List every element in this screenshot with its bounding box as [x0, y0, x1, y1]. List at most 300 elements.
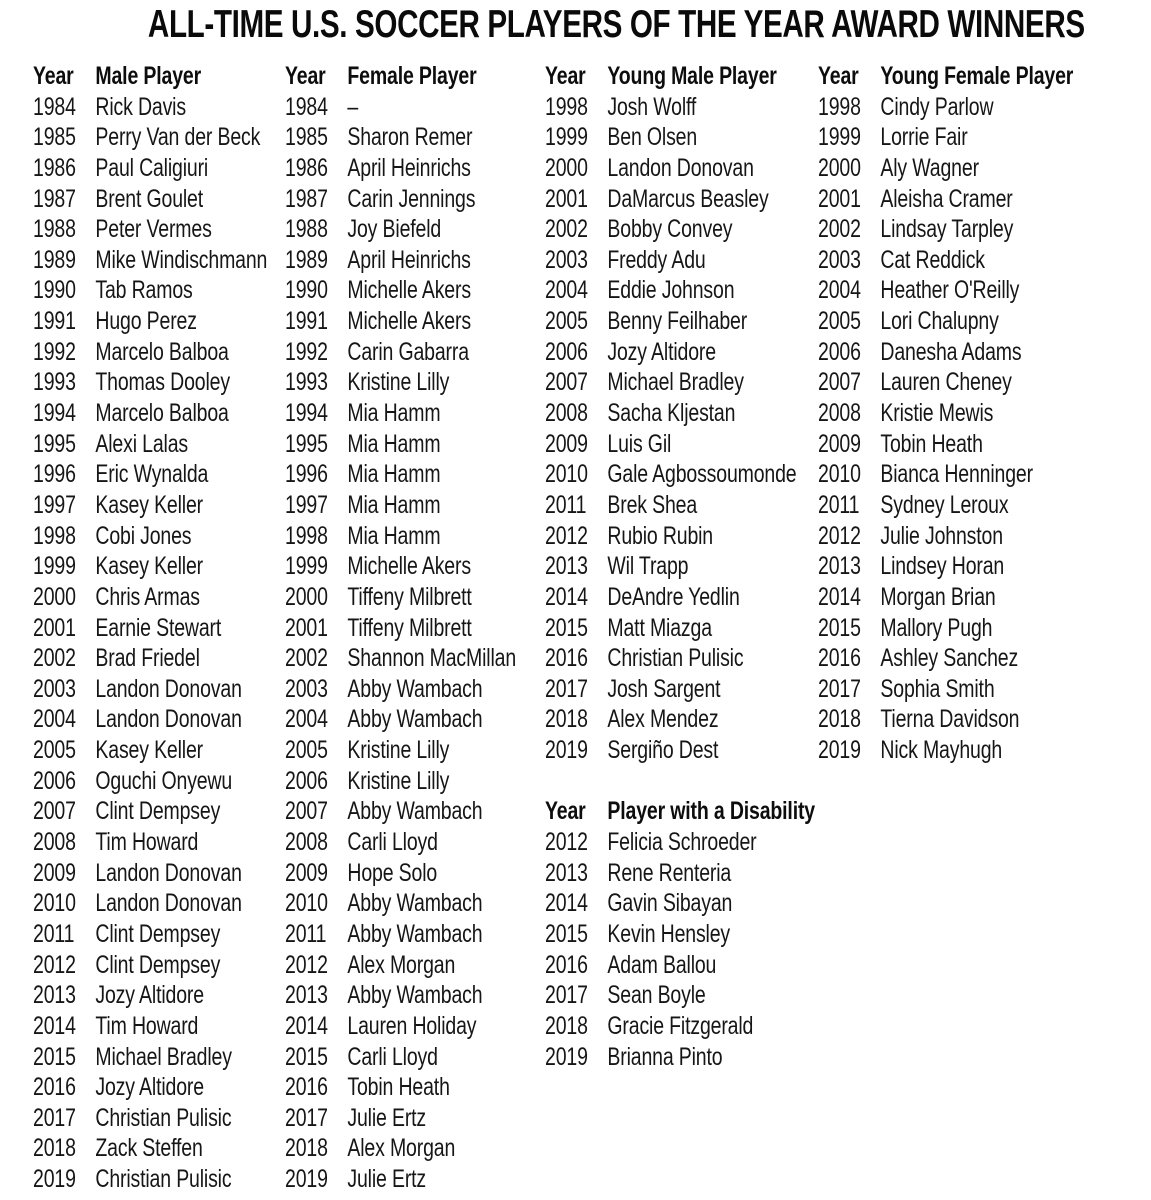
table-row — [818, 337, 1073, 368]
table-row — [545, 245, 815, 276]
table-row — [285, 858, 516, 889]
player-cell: Clint Dempsey — [95, 797, 221, 826]
column-header-row — [285, 61, 516, 92]
player-cell: Gavin Sibayan — [607, 889, 733, 918]
player-cell: Michelle Akers — [347, 552, 471, 581]
year-header: Year — [818, 62, 859, 90]
year-cell: 2019 — [545, 736, 588, 765]
year-cell: 2010 — [818, 460, 861, 489]
table-row — [33, 275, 267, 306]
player-cell: Cobi Jones — [95, 521, 192, 550]
column-header-row — [33, 61, 267, 92]
year-cell: 2009 — [285, 858, 328, 887]
year-cell: 2014 — [818, 582, 861, 611]
table-row — [285, 919, 516, 950]
table-row — [33, 214, 267, 245]
player-cell: Rick Davis — [95, 92, 186, 121]
table-row — [33, 643, 267, 674]
year-cell: 2005 — [33, 736, 76, 765]
player-cell: Jozy Altidore — [607, 337, 716, 366]
player-cell: Danesha Adams — [880, 337, 1022, 366]
table-row — [285, 1011, 516, 1042]
year-cell: 2013 — [285, 981, 328, 1010]
table-row — [818, 674, 1073, 705]
table-row — [285, 214, 516, 245]
year-cell: 1997 — [33, 490, 76, 519]
year-cell: 2009 — [33, 858, 76, 887]
player-cell: Mia Hamm — [347, 490, 441, 519]
year-cell: 2007 — [33, 797, 76, 826]
player-cell: Kasey Keller — [95, 552, 204, 581]
player-cell: Sharon Remer — [347, 123, 473, 152]
year-cell: 2007 — [545, 368, 588, 397]
table-row — [33, 398, 267, 429]
year-cell: 1991 — [33, 307, 76, 336]
year-cell: 1989 — [285, 245, 328, 274]
player-cell: Sean Boyle — [607, 981, 706, 1010]
year-cell: 2013 — [545, 552, 588, 581]
table-row — [33, 674, 267, 705]
year-cell: 2014 — [545, 582, 588, 611]
player-cell: Rubio Rubin — [607, 521, 714, 550]
year-cell: 2003 — [818, 245, 861, 274]
table-row — [818, 122, 1073, 153]
table-row — [33, 1072, 267, 1103]
player-cell: Abby Wambach — [347, 889, 483, 918]
player-cell: Joy Biefeld — [347, 215, 442, 244]
table-row — [285, 796, 516, 827]
player-cell: Carin Gabarra — [347, 337, 469, 366]
table-row — [285, 429, 516, 460]
table-row — [545, 92, 815, 123]
year-cell: 2001 — [285, 613, 328, 642]
player-header: Player with a Disability — [607, 797, 815, 826]
year-cell: 2003 — [33, 674, 76, 703]
table-row — [33, 521, 267, 552]
table-row — [33, 367, 267, 398]
year-cell: 2016 — [285, 1073, 328, 1102]
player-cell: Paul Caligiuri — [95, 153, 209, 182]
player-cell: Jozy Altidore — [95, 981, 204, 1010]
player-cell: Mia Hamm — [347, 460, 441, 489]
player-cell: Tim Howard — [95, 1011, 199, 1040]
table-row — [285, 1164, 516, 1195]
player-cell: Julie Ertz — [347, 1103, 427, 1132]
player-cell: Mallory Pugh — [880, 613, 993, 642]
player-cell: Brent Goulet — [95, 184, 204, 213]
player-cell: Bianca Henninger — [880, 460, 1033, 489]
table-row — [818, 459, 1073, 490]
player-cell: Lorrie Fair — [880, 123, 968, 152]
year-cell: 2019 — [545, 1042, 588, 1071]
table-row — [545, 1042, 815, 1073]
player-cell: Lindsay Tarpley — [880, 215, 1014, 244]
year-cell: 2005 — [545, 307, 588, 336]
player-cell: Tiffeny Milbrett — [347, 582, 472, 611]
player-cell: Sergiño Dest — [607, 736, 719, 765]
table-row — [285, 306, 516, 337]
table-row — [818, 551, 1073, 582]
player-cell: Hope Solo — [347, 858, 438, 887]
player-cell: Matt Miazga — [607, 613, 712, 642]
player-cell: Morgan Brian — [880, 582, 996, 611]
table-row — [545, 184, 815, 215]
player-cell: Marcelo Balboa — [95, 399, 229, 428]
table-row — [33, 735, 267, 766]
table-row — [818, 367, 1073, 398]
player-cell: Nick Mayhugh — [880, 736, 1003, 765]
player-cell: Kristine Lilly — [347, 368, 450, 397]
player-cell: Landon Donovan — [95, 858, 242, 887]
year-cell: 2018 — [285, 1134, 328, 1163]
year-cell: 2011 — [33, 919, 75, 948]
year-cell: 2000 — [545, 153, 588, 182]
player-cell: Lauren Holiday — [347, 1011, 477, 1040]
player-cell: Carli Lloyd — [347, 828, 438, 857]
player-cell: Alex Mendez — [607, 705, 719, 734]
player-cell: Shannon MacMillan — [347, 644, 517, 673]
player-header: Young Male Player — [607, 62, 777, 90]
table-row — [545, 367, 815, 398]
year-cell: 2017 — [285, 1103, 328, 1132]
player-cell: Carli Lloyd — [347, 1042, 438, 1071]
year-cell: 2006 — [818, 337, 861, 366]
year-cell: 2019 — [285, 1165, 328, 1194]
table-row — [285, 122, 516, 153]
year-cell: 2011 — [285, 919, 327, 948]
player-cell: Christian Pulisic — [95, 1103, 232, 1132]
year-cell: 2011 — [818, 490, 860, 519]
young-female-player-column — [818, 61, 1073, 766]
year-cell: 1992 — [285, 337, 328, 366]
year-cell: 1995 — [33, 429, 76, 458]
table-row — [545, 582, 815, 613]
player-cell: Abby Wambach — [347, 674, 483, 703]
year-cell: 2003 — [285, 674, 328, 703]
table-row — [285, 521, 516, 552]
year-cell: 1993 — [33, 368, 76, 397]
table-row — [545, 122, 815, 153]
table-row — [285, 184, 516, 215]
year-cell: 1996 — [33, 460, 76, 489]
player-cell: Luis Gil — [607, 429, 672, 458]
player-cell: Kevin Hensley — [607, 919, 731, 948]
table-row — [33, 796, 267, 827]
year-cell: 2009 — [545, 429, 588, 458]
table-row — [818, 429, 1073, 460]
table-row — [545, 490, 815, 521]
table-row — [285, 398, 516, 429]
year-cell: 2004 — [33, 705, 76, 734]
player-cell: Lori Chalupny — [880, 307, 999, 336]
player-cell: Clint Dempsey — [95, 919, 221, 948]
player-cell: Tiffeny Milbrett — [347, 613, 472, 642]
year-cell: 2001 — [818, 184, 861, 213]
player-cell: Kristie Mewis — [880, 399, 994, 428]
year-cell: 2012 — [545, 828, 588, 857]
table-row — [545, 521, 815, 552]
year-cell: 1988 — [285, 215, 328, 244]
player-cell: Aleisha Cramer — [880, 184, 1013, 213]
year-cell: 2016 — [818, 644, 861, 673]
player-cell: Michael Bradley — [607, 368, 744, 397]
year-header: Year — [545, 797, 586, 826]
player-cell: Christian Pulisic — [607, 644, 744, 673]
table-row — [545, 643, 815, 674]
player-cell: Michelle Akers — [347, 276, 471, 305]
table-row — [818, 306, 1073, 337]
table-row — [818, 704, 1073, 735]
player-cell: Lindsey Horan — [880, 552, 1005, 581]
table-row — [818, 398, 1073, 429]
player-cell: Mia Hamm — [347, 429, 441, 458]
player-cell: Brianna Pinto — [607, 1042, 723, 1071]
player-cell: Abby Wambach — [347, 797, 483, 826]
year-cell: 2003 — [545, 245, 588, 274]
player-cell: Josh Sargent — [607, 674, 721, 703]
table-row — [285, 367, 516, 398]
table-row — [285, 1103, 516, 1134]
player-cell: Kasey Keller — [95, 490, 204, 519]
player-cell: Felicia Schroeder — [607, 828, 757, 857]
player-cell: Zack Steffen — [95, 1134, 203, 1163]
year-cell: 1997 — [285, 490, 328, 519]
year-cell: 2008 — [285, 828, 328, 857]
table-row — [545, 398, 815, 429]
table-row — [33, 1133, 267, 1164]
table-row — [285, 674, 516, 705]
year-cell: 2006 — [33, 766, 76, 795]
player-cell: – — [347, 92, 359, 121]
year-cell: 1998 — [285, 521, 328, 550]
table-row — [33, 490, 267, 521]
year-cell: 2017 — [818, 674, 861, 703]
table-row — [33, 337, 267, 368]
table-row — [285, 766, 516, 797]
table-row — [818, 521, 1073, 552]
player-cell: Bobby Convey — [607, 215, 733, 244]
table-row — [545, 980, 815, 1011]
table-row — [285, 245, 516, 276]
year-cell: 2008 — [33, 828, 76, 857]
year-cell: 2008 — [818, 399, 861, 428]
table-row — [818, 184, 1073, 215]
year-cell: 2014 — [285, 1011, 328, 1040]
table-row — [33, 153, 267, 184]
table-row — [285, 92, 516, 123]
table-row — [818, 214, 1073, 245]
year-cell: 1987 — [285, 184, 328, 213]
year-cell: 2004 — [545, 276, 588, 305]
table-row — [33, 980, 267, 1011]
table-row — [33, 459, 267, 490]
table-row — [33, 184, 267, 215]
table-row — [818, 92, 1073, 123]
table-row — [818, 153, 1073, 184]
player-cell: Abby Wambach — [347, 705, 483, 734]
table-row — [285, 643, 516, 674]
player-cell: Mike Windischmann — [95, 245, 268, 274]
page-title — [0, 0, 1088, 51]
table-row — [33, 1103, 267, 1134]
male-player-column — [33, 61, 267, 1195]
section-spacer — [545, 766, 815, 797]
player-cell: Heather O'Reilly — [880, 276, 1020, 305]
year-cell: 2009 — [818, 429, 861, 458]
year-cell: 1989 — [33, 245, 76, 274]
year-cell: 1998 — [818, 92, 861, 121]
year-cell: 2015 — [545, 919, 588, 948]
table-row — [818, 582, 1073, 613]
player-cell: Benny Feilhaber — [607, 307, 748, 336]
player-cell: Brek Shea — [607, 490, 698, 519]
year-cell: 2013 — [818, 552, 861, 581]
year-cell: 2006 — [545, 337, 588, 366]
year-cell: 2017 — [545, 674, 588, 703]
table-row — [33, 613, 267, 644]
table-row — [33, 551, 267, 582]
year-cell: 2018 — [33, 1134, 76, 1163]
table-row — [285, 704, 516, 735]
year-cell: 1999 — [285, 552, 328, 581]
player-cell: Ben Olsen — [607, 123, 698, 152]
table-row — [33, 919, 267, 950]
year-cell: 1999 — [545, 123, 588, 152]
player-cell: Michelle Akers — [347, 307, 471, 336]
table-row — [285, 459, 516, 490]
table-row — [818, 735, 1073, 766]
table-row — [545, 888, 815, 919]
player-cell: Landon Donovan — [95, 674, 242, 703]
player-cell: Freddy Adu — [607, 245, 706, 274]
year-cell: 1987 — [33, 184, 76, 213]
year-cell: 2019 — [818, 736, 861, 765]
year-cell: 2000 — [285, 582, 328, 611]
year-cell: 2014 — [33, 1011, 76, 1040]
year-cell: 2010 — [285, 889, 328, 918]
year-cell: 2012 — [545, 521, 588, 550]
year-cell: 1986 — [285, 153, 328, 182]
year-cell: 2005 — [285, 736, 328, 765]
player-cell: Thomas Dooley — [95, 368, 230, 397]
year-cell: 2005 — [818, 307, 861, 336]
player-header: Male Player — [95, 62, 202, 90]
table-row — [285, 1133, 516, 1164]
table-row — [285, 888, 516, 919]
player-cell: DaMarcus Beasley — [607, 184, 769, 213]
player-cell: Alex Morgan — [347, 1134, 456, 1163]
year-cell: 2019 — [33, 1165, 76, 1194]
female-player-column — [285, 61, 516, 1195]
year-cell: 1984 — [33, 92, 76, 121]
table-row — [545, 459, 815, 490]
player-cell: Landon Donovan — [95, 889, 242, 918]
player-cell: Sacha Kljestan — [607, 399, 736, 428]
player-cell: Eddie Johnson — [607, 276, 735, 305]
year-cell: 2015 — [545, 613, 588, 642]
table-row — [545, 153, 815, 184]
player-cell: Alexi Lalas — [95, 429, 188, 458]
year-cell: 2001 — [545, 184, 588, 213]
player-cell: Michael Bradley — [95, 1042, 232, 1071]
table-row — [33, 1042, 267, 1073]
year-cell: 1999 — [818, 123, 861, 152]
player-cell: Abby Wambach — [347, 981, 483, 1010]
table-row — [33, 582, 267, 613]
year-cell: 1999 — [33, 552, 76, 581]
player-cell: Cat Reddick — [880, 245, 985, 274]
year-cell: 2008 — [545, 399, 588, 428]
year-cell: 1990 — [285, 276, 328, 305]
table-row — [545, 613, 815, 644]
table-row — [285, 1042, 516, 1073]
player-cell: DeAndre Yedlin — [607, 582, 740, 611]
table-row — [545, 950, 815, 981]
year-cell: 1985 — [33, 123, 76, 152]
year-cell: 2004 — [285, 705, 328, 734]
table-row — [285, 735, 516, 766]
column-header-row — [545, 61, 815, 92]
table-row — [818, 490, 1073, 521]
table-row — [285, 1072, 516, 1103]
year-cell: 2002 — [545, 215, 588, 244]
player-cell: Gracie Fitzgerald — [607, 1011, 754, 1040]
year-cell: 2002 — [285, 644, 328, 673]
year-cell: 1995 — [285, 429, 328, 458]
player-cell: Mia Hamm — [347, 399, 441, 428]
year-cell: 1996 — [285, 460, 328, 489]
player-cell: Kristine Lilly — [347, 736, 450, 765]
year-cell: 2017 — [545, 981, 588, 1010]
year-cell: 2015 — [818, 613, 861, 642]
table-row — [33, 704, 267, 735]
year-cell: 1994 — [285, 399, 328, 428]
player-cell: Brad Friedel — [95, 644, 200, 673]
year-cell: 2000 — [33, 582, 76, 611]
year-cell: 2012 — [33, 950, 76, 979]
year-cell: 2013 — [33, 981, 76, 1010]
table-row — [33, 950, 267, 981]
player-cell: Gale Agbossoumonde — [607, 460, 797, 489]
player-cell: Earnie Stewart — [95, 613, 222, 642]
table-row — [545, 306, 815, 337]
table-row — [545, 551, 815, 582]
year-cell: 1993 — [285, 368, 328, 397]
table-row — [285, 275, 516, 306]
player-cell: Landon Donovan — [95, 705, 242, 734]
year-cell: 2001 — [33, 613, 76, 642]
player-cell: Aly Wagner — [880, 153, 979, 182]
table-row — [545, 275, 815, 306]
year-cell: 2011 — [545, 490, 587, 519]
table-row — [285, 980, 516, 1011]
table-row — [545, 1011, 815, 1042]
year-header: Year — [285, 62, 326, 90]
player-cell: April Heinrichs — [347, 153, 471, 182]
player-cell: Lauren Cheney — [880, 368, 1012, 397]
table-row — [285, 613, 516, 644]
year-cell: 2018 — [818, 705, 861, 734]
player-cell: Perry Van der Beck — [95, 123, 261, 152]
table-row — [545, 858, 815, 889]
table-row — [818, 245, 1073, 276]
year-cell: 2017 — [33, 1103, 76, 1132]
page-title-text: ALL-TIME U.S. SOCCER PLAYERS OF THE YEAR AWARD WINNERS — [147, 3, 1085, 46]
player-cell: Rene Renteria — [607, 858, 732, 887]
player-header: Young Female Player — [880, 62, 1074, 90]
player-cell: Tierna Davidson — [880, 705, 1020, 734]
year-cell: 2004 — [818, 276, 861, 305]
